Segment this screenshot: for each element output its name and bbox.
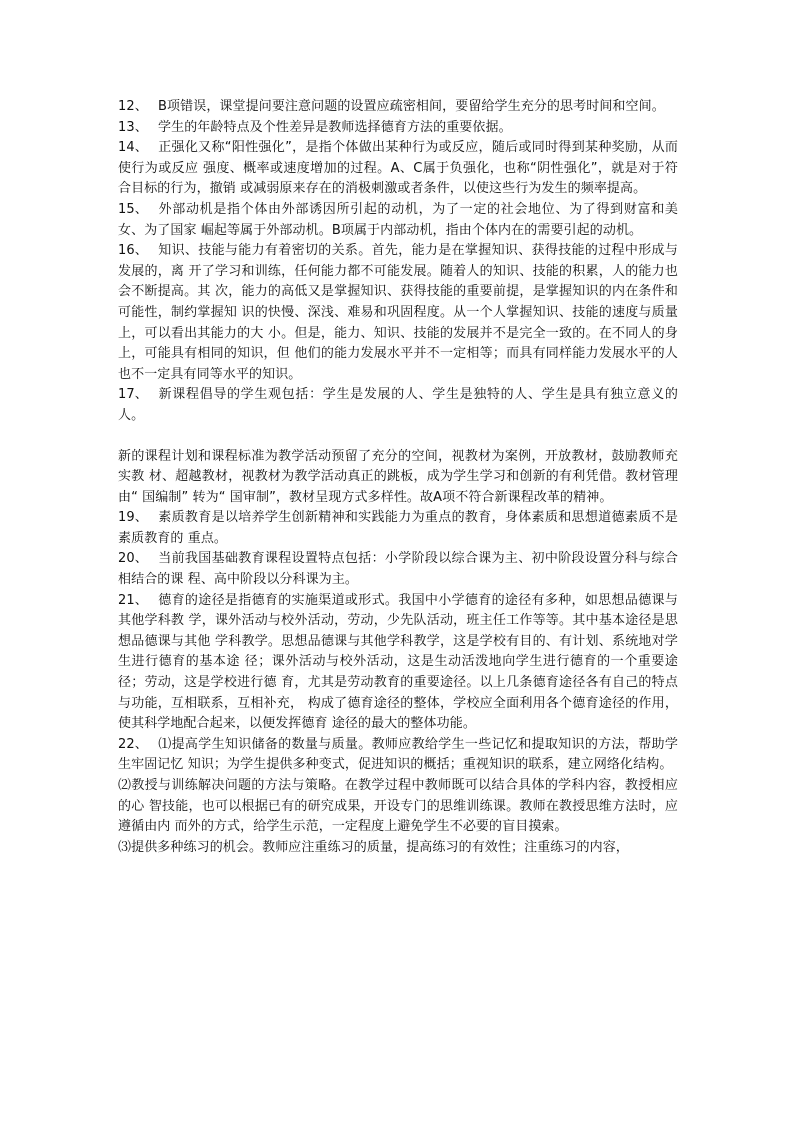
paragraph-text: ⑶提供多种练习的机会。教师应注重练习的质量，提高练习的有效性；注重练习的内容， xyxy=(118,839,629,855)
paragraph-14 xyxy=(118,138,678,200)
item-number: 21、 xyxy=(118,592,148,608)
paragraph-text: 外部动机是指个体由外部诱因所引起的动机，为了一定的社会地位、为了得到财富和美女、为了国家 崛起等属于外部动机。B项属于内部动机，指由个体内在的需要引起的动机。 xyxy=(118,201,678,238)
paragraph-text: B项错误，课堂提问要注意问题的设置应疏密相间，要留给学生充分的思考时间和空间。 xyxy=(158,99,665,114)
paragraph-15 xyxy=(118,200,678,241)
paragraph-22 xyxy=(118,735,678,776)
paragraph-19 xyxy=(118,508,678,549)
paragraph-17 xyxy=(118,385,678,426)
item-number: 16、 xyxy=(118,243,148,259)
paragraph-text: 新的课程计划和课程标准为教学活动预留了充分的空间，视教材为案例，开放教材，鼓励教师充实教 材、超越教材，视教材为教学活动真正的跳板，成为学生学习和创新的有利凭借。教材管理由“ 国编制” 转为“ 国审制”，教材呈现方式多样性。故A项不符合新课程改革的精神。 xyxy=(118,448,678,505)
paragraph-text: 当前我国基础教育课程设置特点包括：小学阶段以综合课为主、初中阶段设置分科与综合相结合的课 程、高中阶段以分科课为主。 xyxy=(118,551,678,588)
item-number: 14、 xyxy=(118,140,148,156)
item-number: 12、 xyxy=(118,99,148,114)
paragraph-text: 德育的途径是指德育的实施渠道或形式。我国中小学德育的途径有多种，如思想品德课与其他学科教 学，课外活动与校外活动，劳动，少先队活动，班主任工作等等。其中基本途径是思想品德课与其他 学科教学。思想品德课与其他学科教学，这是学校有目的、有计划、系统地对学生进行德育的基本途 径；课外活动与校外活动，这是生动活泼地向学生进行德育的一个重要途径；劳动，这是学校进行德 育，尤其是劳动教育的重要途径。以上几条德育途径各有自己的特点与功能，互相联系，互相补充， 构成了德育途径的整体，学校应全面利用各个德育途径的作用，使其科学地配合起来，以便发挥德育 途径的最大的整体功能。 xyxy=(118,592,678,732)
paragraph-22-part-3 xyxy=(118,838,678,859)
item-number: 15、 xyxy=(118,201,148,217)
paragraph-13 xyxy=(118,118,678,139)
paragraph-16 xyxy=(118,241,678,385)
paragraph-text: 素质教育是以培养学生创新精神和实践能力为重点的教育，身体素质和思想道德素质不是素质教育的 重点。 xyxy=(118,510,678,546)
item-number: 20、 xyxy=(118,551,148,567)
paragraph-text: 学生的年龄特点及个性差异是教师选择德育方法的重要依据。 xyxy=(158,119,512,135)
paragraph-22-part-2 xyxy=(118,776,678,838)
document-page xyxy=(118,97,678,858)
item-number: 17、 xyxy=(118,387,148,403)
paragraph-12 xyxy=(118,97,678,118)
paragraph-text: 正强化又称“阳性强化”，是指个体做出某种行为或反应，随后或同时得到某种奖励，从而使行为或反应 强度、概率或速度增加的过程。A、C属于负强化，也称“阴性强化”，就是对于符合目标的行为，撤销 或减弱原来存在的消极刺激或者条件，以使这些行为发生的频率提高。 xyxy=(118,140,678,197)
item-number: 19、 xyxy=(118,510,148,526)
paragraph-text: ⑵教授与训练解决问题的方法与策略。在教学过程中教师既可以结合具体的学科内容，教授相应的心 智技能，也可以根据已有的研究成果，开设专门的思维训练课。教师在教授思维方法时，应遵循由内 而外的方式，给学生示范，一定程度上避免学生不必要的盲目摸索。 xyxy=(118,778,678,835)
paragraph-20 xyxy=(118,549,678,590)
item-number: 22、 xyxy=(118,736,148,752)
paragraph-text: ⑴提高学生知识储备的数量与质量。教师应教给学生一些记忆和提取知识的方法，帮助学生牢固记忆 知识；为学生提供多种变式，促进知识的概括；重视知识的联系，建立网络化结构。 xyxy=(118,736,678,773)
paragraph-text: 知识、技能与能力有着密切的关系。首先，能力是在掌握知识、获得技能的过程中形成与发展的，离 开了学习和训练，任何能力都不可能发展。随着人的知识、技能的积累，人的能力也会不断提高。其 次，能力的高低又是掌握知识、获得技能的重要前提，是掌握知识的内在条件和可能性，制约掌握知 识的快慢、深浅、难易和巩固程度。从一个人掌握知识、技能的速度与质量上，可以看出其能力的大 小。但是，能力、知识、技能的发展并不是完全一致的。在不同人的身上，可能具有相同的知识，但 他们的能力发展水平并不一定相等；而具有同样能力发展水平的人也不一定具有同等水平的知识。 xyxy=(118,243,678,382)
paragraph-21 xyxy=(118,591,678,735)
paragraph-text: 新课程倡导的学生观包括：学生是发展的人、学生是独特的人、学生是具有独立意义的人。 xyxy=(118,387,678,423)
paragraph-18-body xyxy=(118,447,678,509)
blank-gap xyxy=(118,427,678,447)
item-number: 13、 xyxy=(118,119,148,135)
